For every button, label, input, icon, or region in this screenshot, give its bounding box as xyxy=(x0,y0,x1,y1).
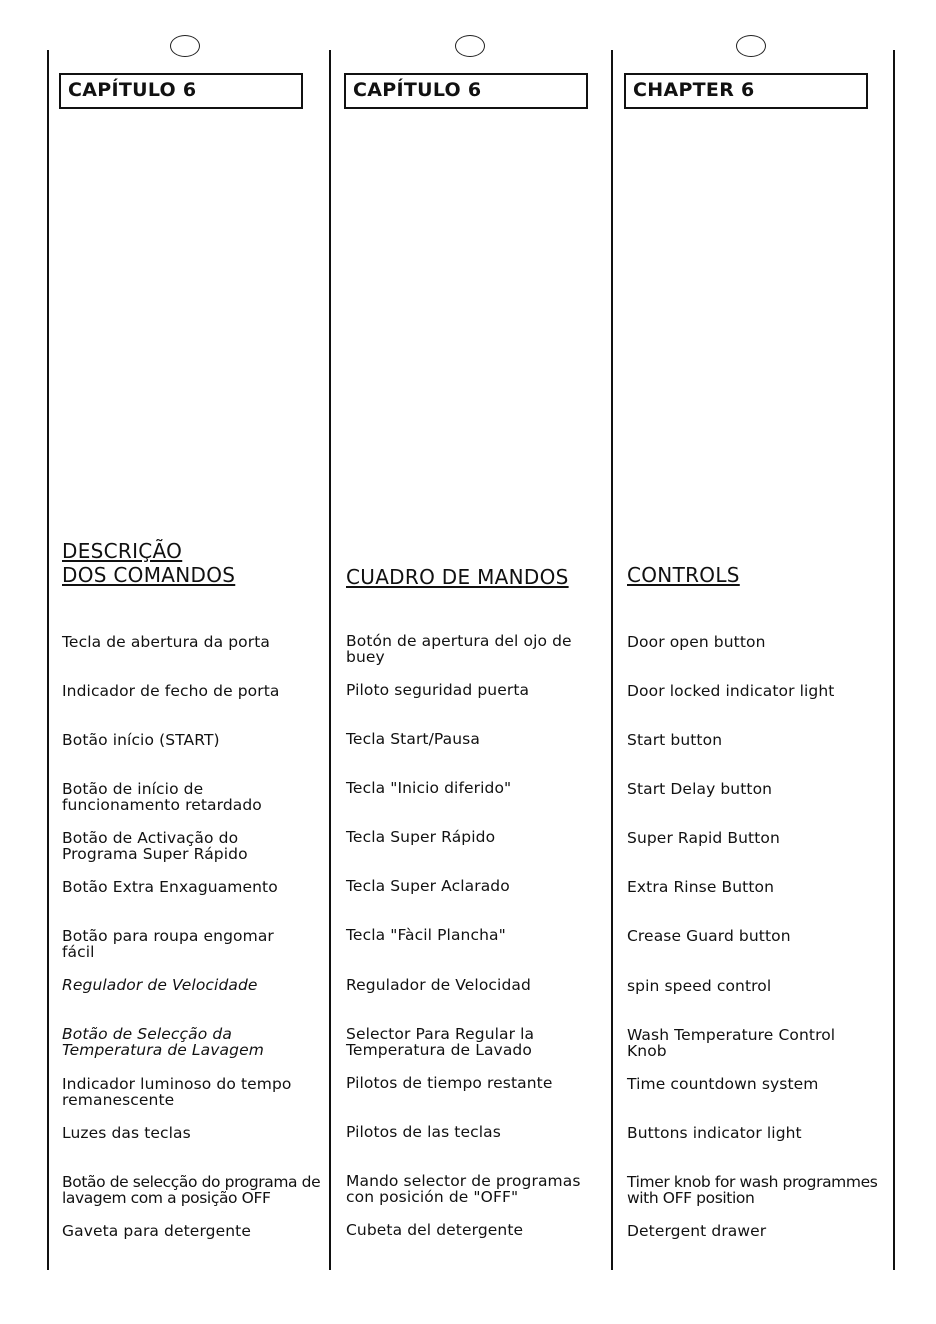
control-label: Extra Rinse Button xyxy=(627,878,774,896)
control-label: Pilotos de tiempo restante xyxy=(346,1074,553,1092)
section-heading-line-2: DOS COMANDOS xyxy=(62,563,236,587)
column-rule-2 xyxy=(329,50,331,1270)
control-label: Botão para roupa engomar fácil xyxy=(62,927,274,961)
control-label: Super Rapid Button xyxy=(627,829,780,847)
control-label: Gaveta para detergente xyxy=(62,1222,251,1240)
control-label: Luzes das teclas xyxy=(62,1124,191,1142)
control-label: Botão de Activação do Programa Super Rápido xyxy=(62,829,248,863)
control-label: Botón de apertura del ojo de buey xyxy=(346,632,572,666)
column-rule-4 xyxy=(893,50,895,1270)
control-label: Detergent drawer xyxy=(627,1222,767,1240)
control-label: Pilotos de las teclas xyxy=(346,1123,501,1141)
control-label: Timer knob for wash programmes with OFF position xyxy=(627,1173,878,1207)
section-heading-line-1: DESCRIÇÃO xyxy=(62,539,183,563)
column-rule-1 xyxy=(47,50,49,1270)
control-label: Indicador de fecho de porta xyxy=(62,682,280,700)
control-label: Botão início (START) xyxy=(62,731,220,749)
control-label: Tecla "Fàcil Plancha" xyxy=(346,926,506,944)
language-marker-oval xyxy=(736,35,766,57)
section-heading: CONTROLS xyxy=(627,563,740,587)
chapter-title: CAPÍTULO 6 xyxy=(59,73,303,109)
control-label: Piloto seguridad puerta xyxy=(346,681,530,699)
control-label: Tecla Start/Pausa xyxy=(346,730,480,748)
control-label: Regulador de Velocidade xyxy=(62,976,258,994)
control-label: Tecla Super Aclarado xyxy=(346,877,510,895)
column-rule-3 xyxy=(611,50,613,1270)
chapter-title: CAPÍTULO 6 xyxy=(344,73,588,109)
control-label: Door open button xyxy=(627,633,766,651)
chapter-title: CHAPTER 6 xyxy=(624,73,868,109)
control-label: Botão de selecção do programa de lavagem com a posição OFF xyxy=(62,1173,321,1207)
control-label: Buttons indicator light xyxy=(627,1124,802,1142)
control-label: Wash Temperature Control Knob xyxy=(627,1026,836,1060)
control-label: Tecla de abertura da porta xyxy=(62,633,271,651)
language-marker-oval xyxy=(455,35,485,57)
control-label: Cubeta del detergente xyxy=(346,1221,524,1239)
control-label: Botão de Selecção da Temperatura de Lavagem xyxy=(62,1025,264,1059)
control-label: Regulador de Velocidad xyxy=(346,976,531,994)
control-label: Botão de início de funcionamento retardado xyxy=(62,780,262,814)
control-label: Time countdown system xyxy=(627,1075,819,1093)
control-label: Crease Guard button xyxy=(627,927,791,945)
control-label: Tecla Super Rápido xyxy=(346,828,496,846)
control-label: Start button xyxy=(627,731,723,749)
control-label: Start Delay button xyxy=(627,780,773,798)
control-label: Mando selector de programas con posición de "OFF" xyxy=(346,1172,581,1206)
control-label: Door locked indicator light xyxy=(627,682,835,700)
control-label: spin speed control xyxy=(627,977,772,995)
control-label: Selector Para Regular la Temperatura de Lavado xyxy=(346,1025,535,1059)
control-label: Tecla "Inicio diferido" xyxy=(346,779,512,797)
control-label: Indicador luminoso do tempo remanescente xyxy=(62,1075,292,1109)
control-label: Botão Extra Enxaguamento xyxy=(62,878,278,896)
language-marker-oval xyxy=(170,35,200,57)
section-heading: CUADRO DE MANDOS xyxy=(346,565,569,589)
